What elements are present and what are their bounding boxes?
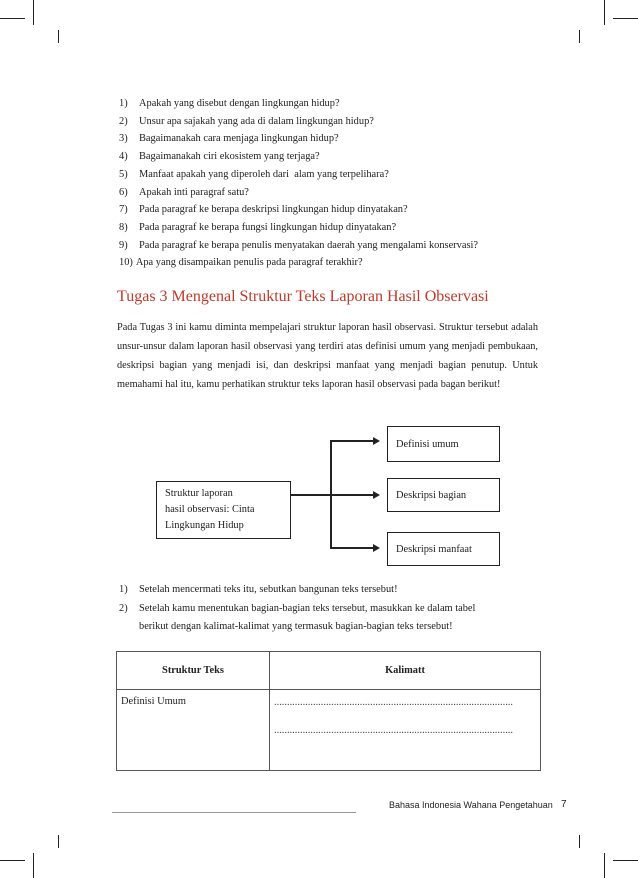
section-title: Tugas 3 Mengenal Struktur Teks Laporan Hasil Observasi xyxy=(117,288,489,305)
list-item: 3) Bagaimanakah cara menjaga lingkungan hidup? xyxy=(119,133,339,145)
diagram-source-box: Struktur laporan hasil observasi: Cinta Lingkungan Hidup xyxy=(156,481,291,539)
list-item: 4) Bagaimanakah ciri ekosistem yang terjaga? xyxy=(119,151,320,163)
connector-line xyxy=(291,494,330,496)
footer-divider xyxy=(112,812,356,813)
page-number: 7 xyxy=(561,799,567,810)
instruction-list xyxy=(119,581,475,637)
answer-blank[interactable]: ............................................................................................ xyxy=(274,697,513,708)
footer-book-title: Bahasa Indonesia Wahana Pengetahuan xyxy=(389,800,553,810)
section-paragraph: Pada Tugas 3 ini kamu diminta mempelajari struktur laporan hasil observasi. Struktur tersebut adalah unsur-unsur dalam laporan hasil observasi yang terdiri atas definisi umum yang menjadi pembukaan, deskripsi bagian yang menjadi isi, dan deskripsi manfaat yang menjadi bagian penutup. Untuk memahami hal itu, kamu perhatikan struktur teks laporan hasil observasi pada bagan berikut! xyxy=(117,322,538,390)
diagram-box-definisi-umum: Definisi umum xyxy=(387,426,500,462)
list-item: 1) Apakah yang disebut dengan lingkungan hidup? xyxy=(119,98,340,109)
arrow-icon xyxy=(373,544,380,552)
structure-table xyxy=(116,651,541,771)
answer-blank[interactable]: ............................................................................................ xyxy=(274,725,513,736)
list-item: 2) Setelah kamu menentukan bagian-bagian teks tersebut, masukkan ke dalam tabel xyxy=(119,602,476,614)
question-list xyxy=(119,95,478,272)
list-item: 10) Apa yang disampaikan penulis pada paragraf terakhir? xyxy=(119,257,363,269)
diagram-box-deskripsi-bagian: Deskripsi bagian xyxy=(387,478,500,512)
list-item: 5) Manfaat apakah yang diperoleh dari alam yang terpelihara? xyxy=(119,168,389,180)
list-item: 8) Pada paragraf ke berapa fungsi lingkungan hidup dinyatakan? xyxy=(119,221,397,233)
table-cell-answer[interactable] xyxy=(270,690,541,771)
table-row xyxy=(117,690,541,771)
connector-line xyxy=(330,547,374,549)
arrow-icon xyxy=(373,491,380,499)
table-header-row xyxy=(117,652,541,690)
list-item: 6) Apakah inti paragraf satu? xyxy=(119,186,249,198)
diagram-box-deskripsi-manfaat: Deskripsi manfaat xyxy=(387,532,500,566)
connector-line xyxy=(330,440,374,442)
arrow-icon xyxy=(373,437,380,445)
column-header: Kalimatt xyxy=(270,652,541,690)
connector-line xyxy=(330,494,374,496)
table-cell-label: Definisi Umum xyxy=(117,690,270,771)
list-item: 9) Pada paragraf ke berapa penulis menyatakan daerah yang mengalami konservasi? xyxy=(119,239,478,251)
column-header: Struktur Teks xyxy=(117,652,270,690)
list-item: 1) Setelah mencermati teks itu, sebutkan bangunan teks tersebut! xyxy=(119,584,398,595)
list-item: 2) Unsur apa sajakah yang ada di dalam lingkungan hidup? xyxy=(119,115,374,127)
list-item: 7) Pada paragraf ke berapa deskripsi lingkungan hidup dinyatakan? xyxy=(119,204,408,216)
list-item: berikut dengan kalimat-kalimat yang termasuk bagian-bagian teks tersebut! xyxy=(139,621,453,632)
